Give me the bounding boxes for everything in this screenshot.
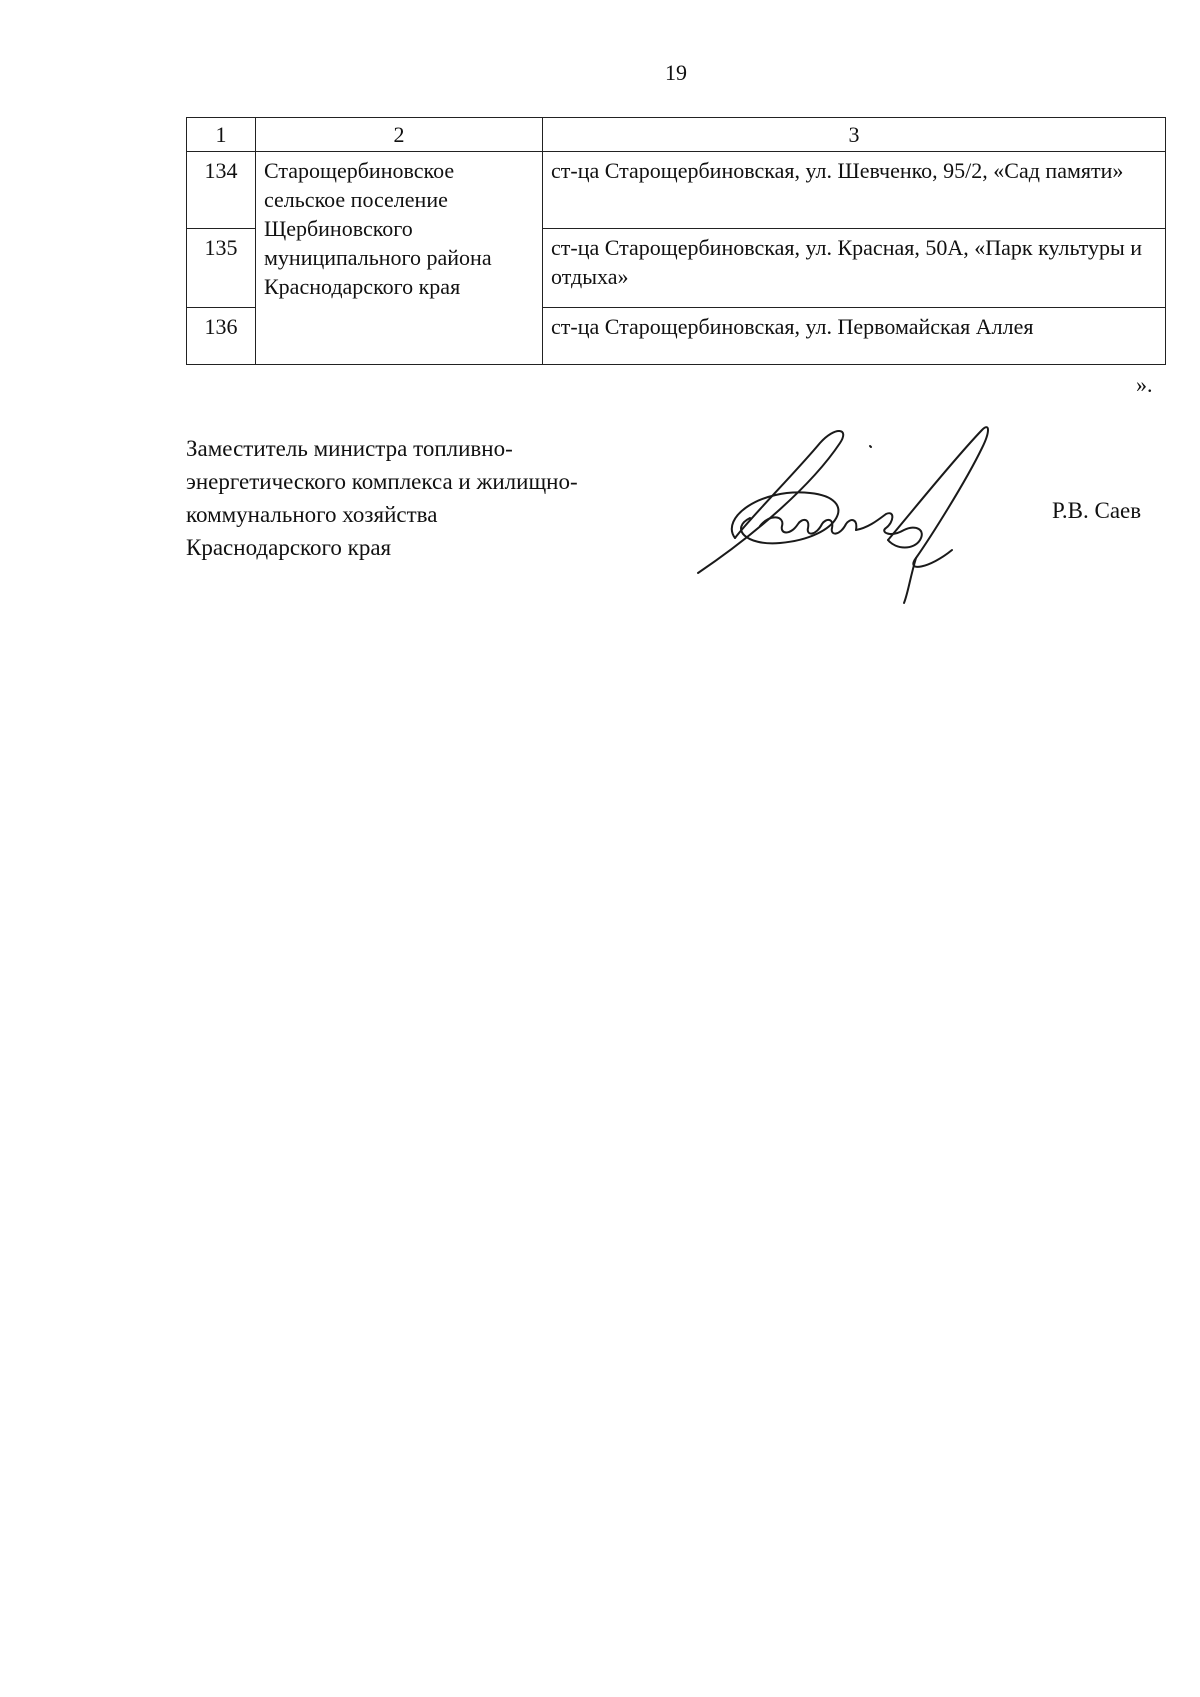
row-address: ст-ца Старощербиновская, ул. Первомайская Аллея <box>543 308 1166 365</box>
row-number: 135 <box>187 229 256 308</box>
signer-position <box>186 432 686 564</box>
signer-position-line: Заместитель министра топливно- <box>186 436 513 461</box>
table-header-row <box>187 118 1166 152</box>
closing-quote: ». <box>1136 372 1153 397</box>
row-number: 136 <box>187 308 256 365</box>
settlement-name: Старощербиновское сельское поселение Щербиновского муниципального района Краснодарского края <box>256 152 543 365</box>
row-number: 134 <box>187 152 256 229</box>
table-header-cell: 3 <box>543 118 1166 152</box>
page-number: 19 <box>665 60 687 85</box>
handwritten-signature-icon <box>690 418 1010 608</box>
table-row <box>187 152 1166 229</box>
table-header-cell: 1 <box>187 118 256 152</box>
signer-position-line: Краснодарского края <box>186 535 392 560</box>
row-address: ст-ца Старощербиновская, ул. Шевченко, 95/2, «Сад памяти» <box>543 152 1166 229</box>
signer-position-line: коммунального хозяйства <box>186 502 438 527</box>
row-address: ст-ца Старощербиновская, ул. Красная, 50А, «Парк культуры и отдыха» <box>543 229 1166 308</box>
signer-name: Р.В. Саев <box>1052 498 1142 523</box>
signer-position-line: энергетического комплекса и жилищно- <box>186 469 578 494</box>
locations-table <box>186 117 1166 365</box>
table-header-cell: 2 <box>256 118 543 152</box>
